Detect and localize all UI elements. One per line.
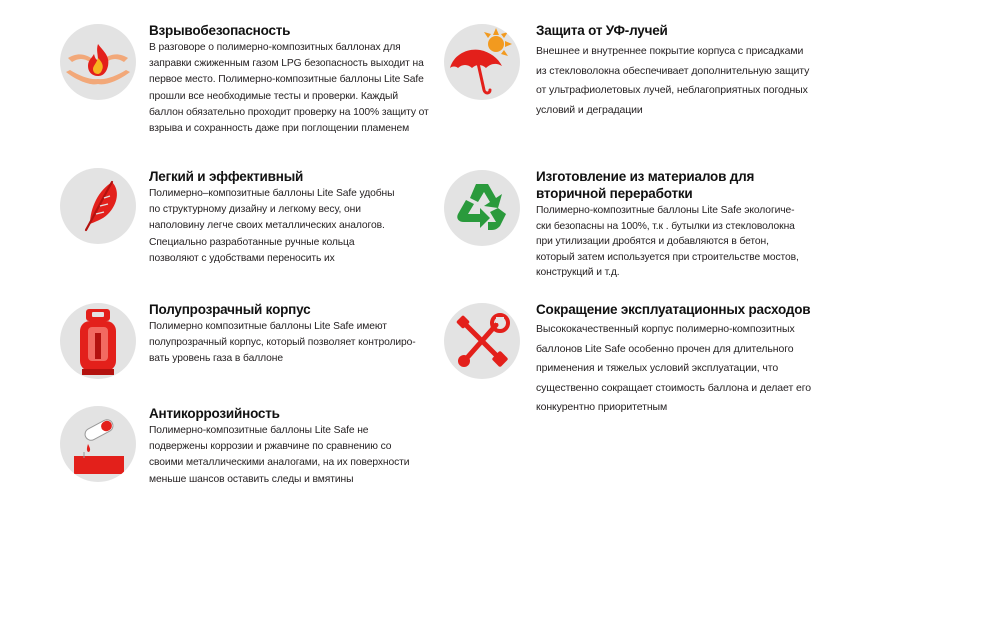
feature-title: Сокращение эксплуатационных расходов	[536, 302, 811, 317]
feature-description: Полимерно композитные баллоны Lite Safe имеют полупрозрачный корпус, который позволяет контролиро- вать уровень газа в баллоне	[149, 321, 416, 365]
fire-in-hands-icon	[60, 24, 136, 100]
feature-title: Легкий и эффективный	[149, 169, 304, 184]
feature-title: Защита от УФ-лучей	[536, 23, 668, 38]
feature-description: Полимерно–композитные баллоны Lite Safe удобны по структурному дизайну и легкому весу, они наполовину легче своих металлических аналогов. Специально разработанные ручные кольца позволяют с удобствами переносить их	[149, 188, 395, 264]
feature-title: Полупрозрачный корпус	[149, 302, 311, 317]
feature-title: Взрывобезопасность	[149, 23, 291, 38]
feather-icon	[60, 168, 136, 244]
feature-description: Внешнее и внутреннее покрытие корпуса с присадками из стекловолокна обеспечивает дополнительную защиту от ультрафиолетовых лучей, неблагоприятных погодных условий и деградации	[536, 45, 810, 116]
feature-description: Полимерно-композитные баллоны Lite Safe не подвержены коррозии и ржавчине по сравнению со своими металлическими аналогами, на их поверхности меньше шансов оставить следы и вмятины	[149, 425, 410, 485]
feature-description: Высококачественный корпус полимерно-композитных баллонов Lite Safe особенно прочен для длительного применения и тяжелых условий эксплуатации, что существенно сокращает стоимость баллона и делает его конкурентно приоритетным	[536, 323, 811, 414]
feature-title: Антикоррозийность	[149, 406, 280, 421]
recycle-icon	[444, 170, 520, 246]
test-tube-icon	[60, 406, 136, 482]
wrench-screwdriver-icon	[444, 303, 520, 379]
feature-title: Изготовление из материалов для вторичной переработки	[536, 169, 755, 201]
gas-cylinder-icon	[60, 303, 136, 379]
feature-description: Полимерно-композитные баллоны Lite Safe экологиче- ски безопасны на 100%, т.к . бутылки из стекловолокна при утилизации дробятся и добавляются в бетон, который затем используется при строительстве мостов, конструкций и т.д.	[536, 205, 799, 279]
umbrella-sun-icon	[444, 24, 520, 100]
feature-description: В разговоре о полимерно-композитных баллонах для заправки сжиженным газом LPG безопасность выходит на первое место. Полимерно-композитные баллоны Lite Safe прошли все необходимые тесты и проверки. Каждый баллон обязательно проходит проверку на 100% защиту от взрыва и сохранность даже при поглощении пламенем	[149, 42, 429, 135]
